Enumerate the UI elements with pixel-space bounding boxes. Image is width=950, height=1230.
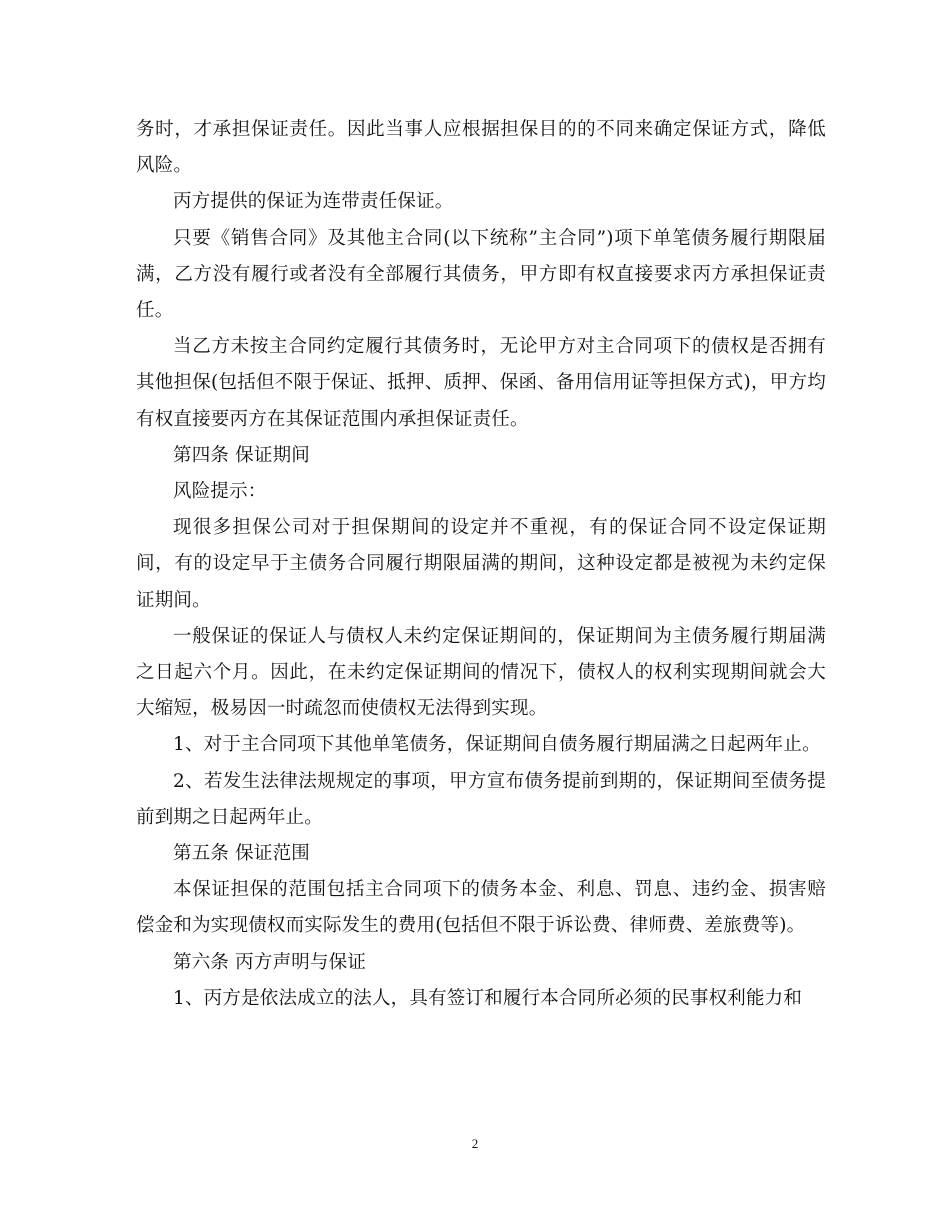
paragraph: 当乙方未按主合同约定履行其债务时，无论甲方对主合同项下的债权是否拥有其他担保(包括但不限于保证、抵押、质押、保函、备用信用证等担保方式)，甲方均有权直接要丙方在其保证范围内承担保证责任。 (136, 336, 826, 430)
paragraph: 一般保证的保证人与债权人未约定保证期间的，保证期间为主债务履行期届满之日起六个月。因此，在未约定保证期间的情况下，债权人的权利实现期间就会大大缩短，极易因一时疏忽而使债权无法得到实现。 (136, 625, 826, 720)
document-body (136, 112, 826, 1017)
section-heading: 第四条 保证期间 (173, 444, 310, 466)
page-number: 2 (471, 1136, 479, 1151)
section-heading: 第六条 丙方声明与保证 (173, 951, 367, 973)
paragraph: 1、对于主合同项下其他单笔债务，保证期间自债务履行期届满之日起两年止。 (173, 734, 821, 756)
paragraph: 本保证担保的范围包括主合同项下的债务本金、利息、罚息、违约金、损害赔偿金和为实现债权而实际发生的费用(包括但不限于诉讼费、律师费、差旅费等)。 (136, 879, 826, 937)
paragraph: 1、丙方是依法成立的法人，具有签订和履行本合同所必须的民事权利能力和 (173, 987, 803, 1009)
paragraph: 只要《销售合同》及其他主合同(以下统称”主合同”)项下单笔债务履行期限届满，乙方没有履行或者没有全部履行其债务，甲方即有权直接要求丙方承担保证责任。 (136, 227, 826, 322)
section-heading: 第五条 保证范围 (173, 843, 310, 865)
paragraph: 现很多担保公司对于担保期间的设定并不重视，有的保证合同不设定保证期间，有的设定早于主债务合同履行期限届满的期间，这种设定都是被视为未约定保证期间。 (136, 517, 826, 611)
paragraph: 务时，才承担保证责任。因此当事人应根据担保目的的不同来确定保证方式，降低风险。 (136, 119, 826, 177)
paragraph: 丙方提供的保证为连带责任保证。 (173, 191, 454, 213)
paragraph: 风险提示： (173, 481, 267, 503)
paragraph: 2、若发生法律法规规定的事项，甲方宣布债务提前到期的，保证期间至债务提前到期之日起两年止。 (136, 770, 826, 828)
